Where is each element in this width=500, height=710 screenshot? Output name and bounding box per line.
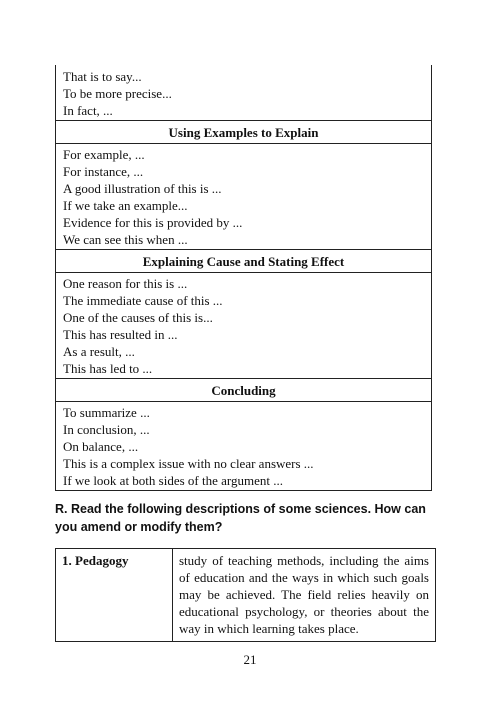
phrase-list [56, 65, 431, 120]
definition-table [55, 548, 436, 642]
phrase-item: That is to say... [63, 69, 142, 84]
phrase-item: As a result, ... [63, 344, 135, 359]
phrase-section-continuation [56, 65, 431, 120]
section-header: Explaining Cause and Stating Effect [56, 250, 431, 273]
phrase-item: This has resulted in ... [63, 327, 178, 342]
exercise-instruction: R. Read the following descriptions of some sciences. How can you amend or modify them? [55, 502, 426, 534]
phrase-item: In fact, ... [63, 103, 113, 118]
section-header: Concluding [56, 379, 431, 402]
phrase-list [56, 402, 431, 490]
phrase-item: We can see this when ... [63, 232, 188, 247]
phrase-item: If we look at both sides of the argument ... [63, 473, 283, 488]
phrase-item: The immediate cause of this ... [63, 293, 223, 308]
phrase-item: This has led to ... [63, 361, 153, 376]
phrase-list [56, 273, 431, 378]
phrase-section-concluding [56, 378, 431, 490]
definition-row [56, 549, 436, 642]
phrase-item: One of the causes of this is... [63, 310, 213, 325]
phrase-section-cause-effect [56, 249, 431, 378]
phrase-list [56, 144, 431, 249]
phrase-item: In conclusion, ... [63, 422, 150, 437]
phrase-section-examples [56, 120, 431, 249]
page-number: 21 [243, 652, 257, 667]
phrase-item: To be more precise... [63, 86, 172, 101]
phrase-item: For example, ... [63, 147, 145, 162]
phrase-item: A good illustration of this is ... [63, 181, 222, 196]
section-header: Using Examples to Explain [56, 121, 431, 144]
phrase-item: To summarize ... [63, 405, 150, 420]
phrase-item: If we take an example... [63, 198, 188, 213]
term-cell: 1. Pedagogy [56, 549, 173, 642]
phrase-table [55, 65, 432, 491]
phrase-item: On balance, ... [63, 439, 139, 454]
phrase-item: For instance, ... [63, 164, 144, 179]
phrase-item: Evidence for this is provided by ... [63, 215, 243, 230]
definition-cell: study of teaching methods, including the aims of education and the ways in which such goals may be achieved. The field relies heavily on educational psychology, or theories about the way in which learning takes place. [173, 549, 436, 642]
phrase-item: One reason for this is ... [63, 276, 188, 291]
phrase-item: This is a complex issue with no clear answers ... [63, 456, 314, 471]
